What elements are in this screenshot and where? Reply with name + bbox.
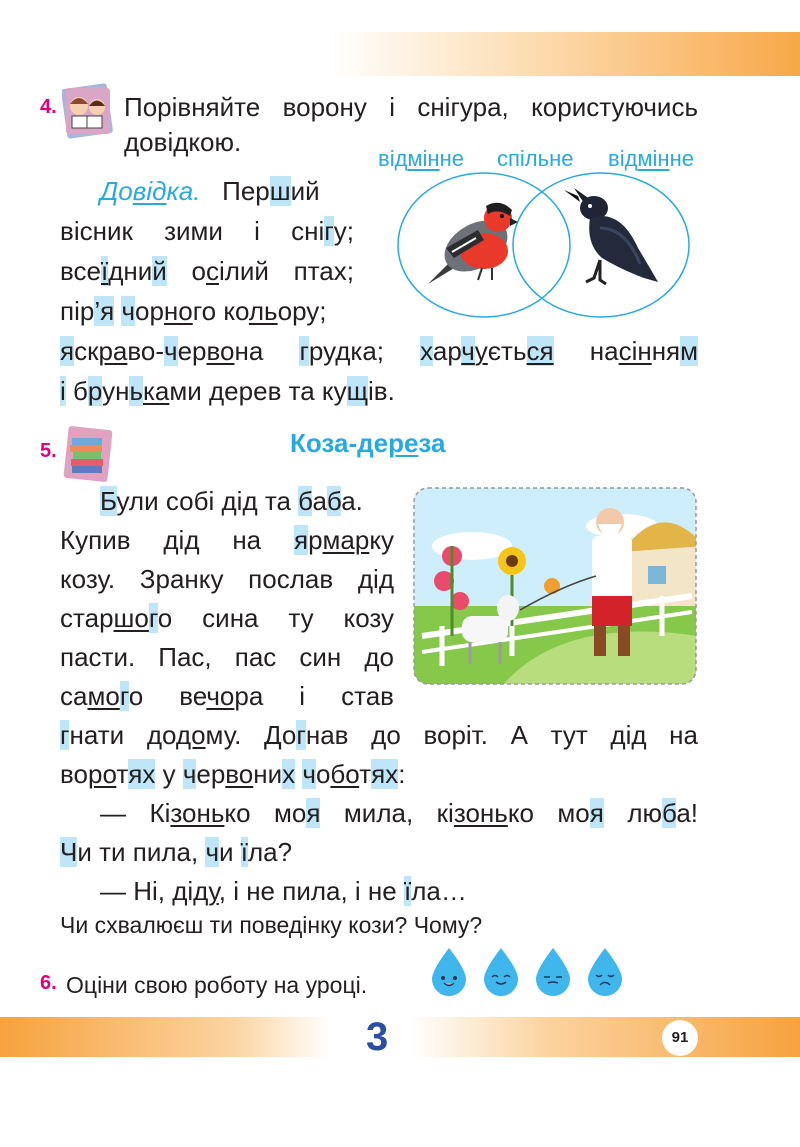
question-text: Чи схвалюєш ти поведінку кози? Чому? bbox=[60, 912, 483, 938]
task-4-instruction-line2: довідкою. bbox=[124, 127, 242, 157]
venn-label-left: відмінне bbox=[378, 146, 464, 171]
story-line3: козу. Зранку послав дід bbox=[60, 564, 394, 594]
reference-line6: і бруньками дерев та кущів. bbox=[60, 376, 395, 406]
task-4-number: 4. bbox=[40, 96, 57, 118]
reference-line2: вісник зими і снігу; bbox=[60, 216, 354, 246]
task-4-instruction-line1: Порівняйте ворону і снігура, користуючись bbox=[124, 92, 698, 122]
reference-line3: всеїдний осілий птах; bbox=[60, 256, 354, 286]
story-line4: старшого сина ту козу bbox=[60, 603, 394, 633]
top-decor-bar bbox=[330, 32, 800, 76]
story-title: Коза-дереза bbox=[290, 428, 446, 458]
reference-line4: пір’я чорного кольору; bbox=[60, 296, 327, 326]
drop-smile-icon[interactable] bbox=[482, 948, 520, 996]
task-6-number: 6. bbox=[40, 972, 57, 994]
bottom-decor-bar-left bbox=[0, 1017, 330, 1057]
drop-happy-icon[interactable] bbox=[430, 948, 468, 996]
dialog1-line1: — Кізонько моя мила, кізонько моя люба! bbox=[100, 798, 698, 828]
books-icon bbox=[62, 426, 114, 482]
grade-logo: 3 bbox=[366, 1015, 389, 1059]
page-number: 91 bbox=[662, 1020, 698, 1056]
reference-line1: Довідка. Перший bbox=[100, 176, 320, 206]
dialog1-line2: Чи ти пила, чи їла? bbox=[60, 837, 293, 867]
kids-reading-icon bbox=[62, 82, 114, 140]
task-6-text: Оціни свою роботу на уроці. bbox=[66, 972, 368, 998]
dialog2-line: — Ні, діду, і не пила, і не їла… bbox=[100, 876, 467, 906]
story-line1: Були собі дід та баба. bbox=[100, 486, 363, 516]
venn-label-middle: спільне bbox=[497, 146, 574, 171]
drop-sad-icon[interactable] bbox=[586, 948, 624, 996]
story-line5: пасти. Пас, пас син до bbox=[60, 642, 394, 672]
story-line8: воротях у червоних чоботях: bbox=[60, 759, 406, 789]
story-line6: самого вечора і став bbox=[60, 681, 394, 711]
reference-line5: яскраво-червона грудка; харчується насінням bbox=[60, 336, 698, 366]
bullfinch-image bbox=[426, 196, 518, 288]
story-line2: Купив дід на ярмарку bbox=[60, 525, 394, 555]
crow-image bbox=[560, 178, 660, 288]
drop-neutral-icon[interactable] bbox=[534, 948, 572, 996]
bottom-decor-bar-right bbox=[410, 1017, 800, 1057]
task-5-number: 5. bbox=[40, 440, 57, 462]
story-illustration bbox=[412, 486, 698, 686]
venn-label-right: відмінне bbox=[608, 146, 694, 171]
story-line7: гнати додому. Догнав до воріт. А тут дід на bbox=[60, 720, 698, 750]
